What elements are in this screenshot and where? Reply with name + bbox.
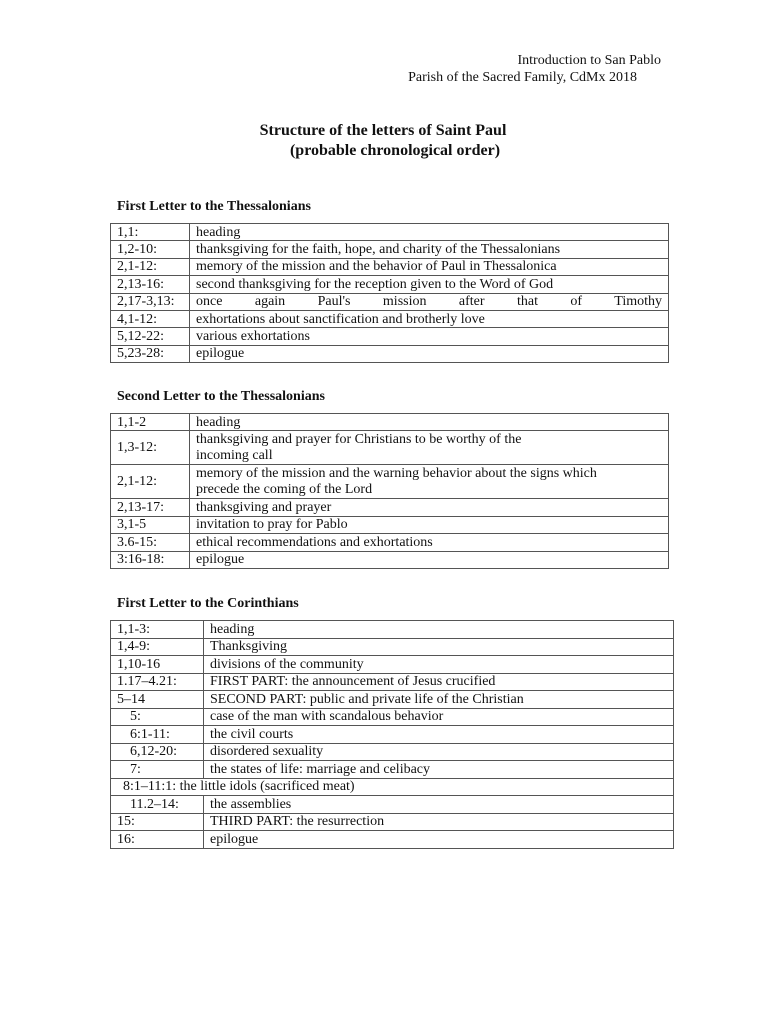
row-reference: 2,17-3,13: xyxy=(111,293,190,310)
table-row xyxy=(111,656,674,674)
row-description: once again Paul's mission after that of Timothy xyxy=(190,293,669,310)
table-row xyxy=(111,743,674,761)
table-row xyxy=(111,414,669,431)
section-title-1-corinthians: First Letter to the Corinthians xyxy=(117,596,299,611)
row-reference: 4,1-12: xyxy=(111,310,190,327)
row-description: Thanksgiving xyxy=(204,638,674,656)
row-description: various exhortations xyxy=(190,328,669,345)
row-description: epilogue xyxy=(190,551,669,568)
row-description: the little idols (sacrificed meat) xyxy=(179,779,355,795)
table-row xyxy=(111,224,669,241)
row-reference: 5–14 xyxy=(111,691,204,709)
row-description: divisions of the community xyxy=(204,656,674,674)
row-reference: 7: xyxy=(111,761,204,779)
row-reference: 1,3-12: xyxy=(111,431,190,465)
header-course-title: Introduction to San Pablo xyxy=(517,53,661,68)
row-description: ethical recommendations and exhortations xyxy=(190,534,669,551)
row-description: case of the man with scandalous behavior xyxy=(204,708,674,726)
row-reference: 16: xyxy=(111,831,204,849)
row-description: thanksgiving and prayer xyxy=(190,499,669,516)
row-reference: 2,1-12: xyxy=(111,258,190,275)
table-row xyxy=(111,328,669,345)
row-reference: 1,1-3: xyxy=(111,621,204,639)
section-title-2-thessalonians: Second Letter to the Thessalonians xyxy=(117,389,325,404)
header-parish: Parish of the Sacred Family, CdMx 2018 xyxy=(408,70,637,85)
row-reference: 1,1: xyxy=(111,224,190,241)
row-description: heading xyxy=(190,224,669,241)
row-description: the assemblies xyxy=(204,796,674,814)
table-row xyxy=(111,551,669,568)
row-reference: 2,1-12: xyxy=(111,465,190,499)
row-reference: 2,13-16: xyxy=(111,276,190,293)
table-row xyxy=(111,831,674,849)
row-description: disordered sexuality xyxy=(204,743,674,761)
row-reference: 11.2–14: xyxy=(111,796,204,814)
row-reference: 2,13-17: xyxy=(111,499,190,516)
structure-table-2-thessalonians xyxy=(110,413,669,569)
row-reference: 15: xyxy=(111,813,204,831)
row-reference: 3,1-5 xyxy=(111,516,190,533)
row-description: heading xyxy=(204,621,674,639)
row-description: second thanksgiving for the reception given to the Word of God xyxy=(190,276,669,293)
table-row xyxy=(111,293,669,310)
row-description: SECOND PART: public and private life of the Christian xyxy=(204,691,674,709)
table-row xyxy=(111,465,669,499)
document-title: Structure of the letters of Saint Paul xyxy=(259,122,507,139)
row-description: memory of the mission and the behavior of Paul in Thessalonica xyxy=(190,258,669,275)
row-reference: 6:1-11: xyxy=(111,726,204,744)
table-row xyxy=(111,778,674,796)
row-description: THIRD PART: the resurrection xyxy=(204,813,674,831)
structure-table-1-thessalonians xyxy=(110,223,669,363)
row-reference: 1,2-10: xyxy=(111,241,190,258)
row-description: exhortations about sanctification and brotherly love xyxy=(190,310,669,327)
table-row xyxy=(111,431,669,465)
row-reference: 5,12-22: xyxy=(111,328,190,345)
table-row xyxy=(111,621,674,639)
table-row xyxy=(111,796,674,814)
row-reference: 1,10-16 xyxy=(111,656,204,674)
table-row xyxy=(111,241,669,258)
table-row xyxy=(111,258,669,275)
table-row xyxy=(111,813,674,831)
row-reference: 1.17–4.21: xyxy=(111,673,204,691)
document-subtitle: (probable chronological order) xyxy=(289,142,501,159)
table-row xyxy=(111,638,674,656)
row-reference: 8:1–11:1: xyxy=(123,779,177,795)
row-description: FIRST PART: the announcement of Jesus crucified xyxy=(204,673,674,691)
row-description: the civil courts xyxy=(204,726,674,744)
table-row xyxy=(111,726,674,744)
row-merged xyxy=(111,778,674,796)
row-description: thanksgiving for the faith, hope, and charity of the Thessalonians xyxy=(190,241,669,258)
table-row xyxy=(111,310,669,327)
table-row xyxy=(111,499,669,516)
row-reference: 3.6-15: xyxy=(111,534,190,551)
row-reference: 5: xyxy=(111,708,204,726)
table-row xyxy=(111,345,669,362)
row-reference: 1,4-9: xyxy=(111,638,204,656)
row-description: heading xyxy=(190,414,669,431)
table-row xyxy=(111,534,669,551)
row-reference: 1,1-2 xyxy=(111,414,190,431)
table-row xyxy=(111,516,669,533)
row-reference: 3:16-18: xyxy=(111,551,190,568)
table-row xyxy=(111,673,674,691)
table-row xyxy=(111,708,674,726)
table-row xyxy=(111,761,674,779)
row-description: invitation to pray for Pablo xyxy=(190,516,669,533)
row-description: memory of the mission and the warning behavior about the signs which precede the coming of the Lord xyxy=(190,465,669,499)
table-row xyxy=(111,276,669,293)
row-description: the states of life: marriage and celibacy xyxy=(204,761,674,779)
section-title-1-thessalonians: First Letter to the Thessalonians xyxy=(117,199,311,214)
row-description: thanksgiving and prayer for Christians to be worthy of the incoming call xyxy=(190,431,669,465)
table-row xyxy=(111,691,674,709)
row-description: epilogue xyxy=(190,345,669,362)
row-description: epilogue xyxy=(204,831,674,849)
row-reference: 6,12-20: xyxy=(111,743,204,761)
row-reference: 5,23-28: xyxy=(111,345,190,362)
structure-table-1-corinthians xyxy=(110,620,674,849)
